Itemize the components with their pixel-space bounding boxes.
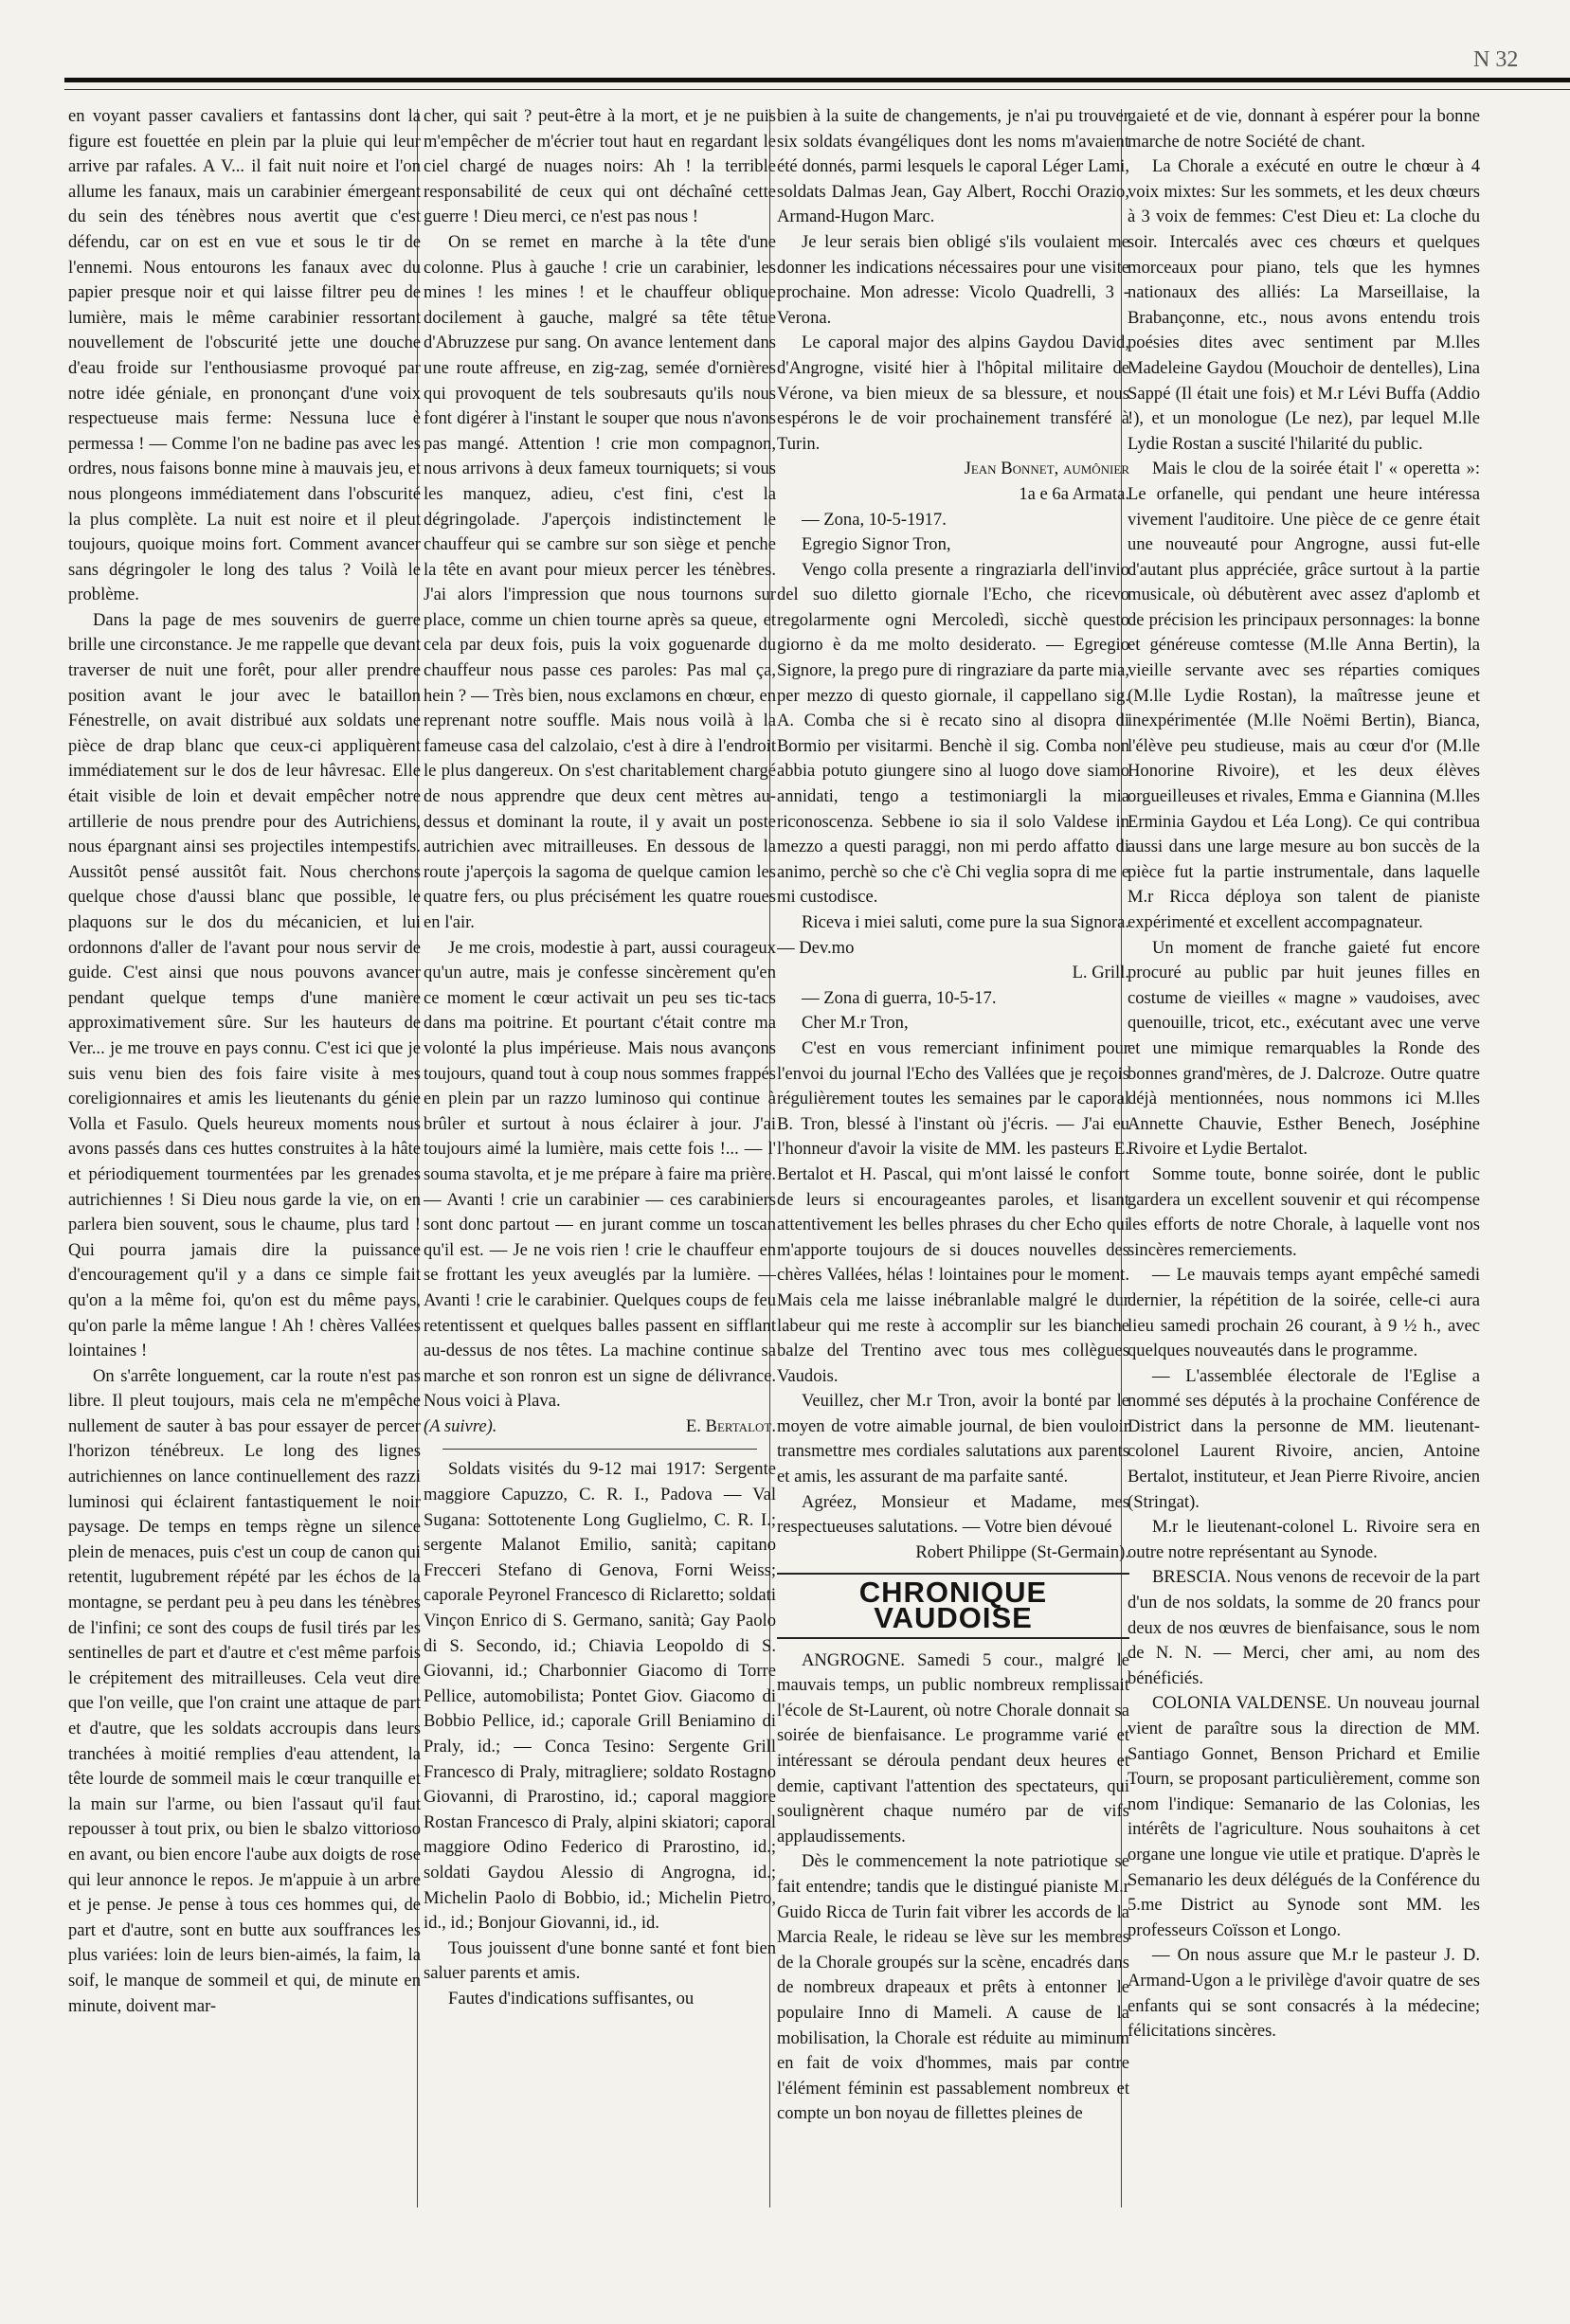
to-be-continued: (A suivre). — [424, 1415, 497, 1436]
article-signature — [424, 1414, 776, 1440]
paragraph: On se remet en marche à la tête d'une colonne. Plus à gauche ! crie un carabinier, les mines ! les mines ! et le chauffeur oblique docilement à gauche, malgré sa tête têtue d'Abruzzese pur sang. On avance lentement dans une route affreuse, en zig-zag, semée d'ornières qui provoquent de tels soubresauts qu'ils nous font digérer à l'instant le souper que nous n'avons pas mangé. Attention ! crie mon compagnon, nous arrivons à deux fameux tourniquets; si vous les manquez, adieu, c'est fini, c'est la dégringolade. J'aperçois indistinctement le chauffeur qui se cambre sur son siège et penche la tête en avant pour mieux percer les ténèbres. J'ai alors l'impression que nous tournons sur place, comme un chien tourne après sa queue, et cela par deux fois, puis la voix goguenarde du chauffeur nous passe ces paroles: Pas mal ça, hein ? — Très bien, nous exclamons en chœur, en reprenant notre souffle. Mais nous voilà à la fameuse casa del calzolaio, c'est à dire à l'endroit le plus dangereux. On s'est charitablement chargé de nous apprendre que deux cent mètres au-dessus et dominant la route, il y avait un poste autrichien avec mitrailleuses. En dessous de la route j'aperçois la sagoma de quelque camion les quatre fers, ou plus précisément les quatre roues en l'air. — [424, 231, 776, 932]
signature-line: 1a e 6a Armata. — [1019, 483, 1129, 504]
paragraph: cher, qui sait ? peut-être à la mort, et je ne puis m'empêcher de m'écrier tout haut en regardant le ciel chargé de nuages noirs: Ah ! la terrible responsabilité de ceux qui ont déchaîné cette guerre ! Dieu merci, ce n'est pas nous ! — [424, 106, 776, 227]
paragraph: Je me crois, modestie à part, aussi courageux qu'un autre, mais je confesse sincèrement qu'en ce moment le cœur activait un peu ses tic-tacs dans ma poitrine. Et pourtant c'était contre ma volonté la plus impérieuse. Mais nous avançons toujours, quand tout à coup nous sommes frappés en plein par un razzo luminoso qui continue à brûler et surtout à nous éclairer à jour. J'ai toujours aimé la lumière, mais cette fois !... — l' souma stavolta, et je me prépare à faire ma prière. — Avanti ! crie un carabinier — ces carabiniers sont donc partout — en jurant comme un toscan qu'il est. — Je ne vois rien ! crie le chauffeur en se frottant les yeux aveuglés par la lumière. — Avanti ! crie le carabinier. Quelques coups de feu retentissent et quelques balles passent en sifflant au-dessus de nos têtes. La machine continue sa marche et son ronron est un signe de délivrance. Nous voici à Plava. — [424, 937, 776, 1412]
header-rule-thin — [64, 89, 1570, 90]
paragraph: — Le mauvais temps ayant empêché samedi dernier, la répétition de la soirée, celle-ci aura lieu samedi prochain 26 courant, à 9 ½ h., avec quelques nouveautés dans le programme. — [1128, 1265, 1480, 1361]
paragraph: La Chorale a exécuté en outre le chœur à 4 voix mixtes: Sur les sommets, et les deux chœurs à 3 voix de femmes: C'est Dieu et: La cloche du soir. Intercalés avec ces chœurs et quelques morceaux pour piano, tels que les hymnes nationaux des alliés: La Marseillaise, la Brabançonne, etc., nous avons entendu trois poésies dites avec sentiment par M.lles Madeleine Gaydou (Mouchoir de dentelles), Lina Sappé (Il était une fois) et M.r Lévi Buffa (Addio !), et un monologue (Le nez), par lequel M.lle Lydie Rostan a suscité l'hilarité du public. — [1128, 156, 1480, 454]
paragraph: Fautes d'indications suffisantes, ou — [448, 1988, 695, 2009]
letter-body: C'est en vous remerciant infiniment pour l'envoi du journal l'Echo des Vallées que je reçois régulièrement toutes les semaines par le caporal B. Tron, blessé à l'instant où j'écris. — J'ai eu l'honneur d'avoir la visite de MM. les pasteurs E. Bertalot et H. Pascal, qui m'ont laissé le confort de leurs si encourageantes paroles, et lisant attentivement les belles phrases du cher Echo qui m'apporte toujours de si douces nouvelles des chères Vallées, hélas ! lointaines pour le moment. Mais cela me laisse inébranlable malgré le dur labeur qui me reste à accomplir sur les bianche balze del Trentino avec tous mes collègues Vaudois. — [777, 1037, 1129, 1386]
paragraph: On s'arrête longuement, car la route n'est pas libre. Il pleut toujours, mais cela ne m'empêche nullement de sauter à bas pour essayer de percer l'horizon ténébreux. Le long des lignes autrichiennes on lance continuellement des razzi luminosi qui éclairent fantastiquement le noir paysage. De temps en temps règne un silence plein de menaces, puis c'est un coup de canon qui retentit, lugubrement répété par les échos de la montagne, se perdant peu à peu dans les ténèbres de l'infini; ce sont des coups de fusil tirés par les sentinelles de part et d'autre et c'est même parfois le crépitement des mitrailleuses. Cela veut dire que l'on veille, que l'on craint une attaque de part et d'autre, que les soldats accroupis dans leurs tranchées à moitié remplies d'eau attendent, la tête lourde de sommeil mais le cœur tranquille et la main sur l'arme, ou bien l'assaut qu'il faut repousser à tout prix, ou bien le sbalzo vittorioso en avant, ou bien encore l'aube aux doigts de rose qui leur annonce le repos. Je m'appuie à un arbre et je pense. Je pense à tous ces hommes qui, de part et d'autre, sont en butte aux souffrances les plus variées: loin de leurs bien-aimés, la faim, la soif, le manque de sommeil et qui, de minute en minute, doivent mar- — [68, 1365, 421, 2016]
paragraph: Dans la page de mes souvenirs de guerre brille une circonstance. Je me rappelle que devant traverser de nuit une forêt, pour aller prendre position avant le jour avec le bataillon Fénestrelle, on avait distribué aux soldats une pièce de drap blanc que ceux-ci appliquèrent immédiatement sur le dos de leur hâvresac. Elle était visible de loin et devait empêcher notre artillerie de nous prendre pour des Autrichiens, nous épargnant ainsi ses projectiles intempestifs. Aussitôt pensé aussitôt fait. Nous cherchons quelque chose d'aussi blanc que possible, le plaquons sur le dos du mécanicien, et lui ordonnons d'aller de l'avant pour nous servir de guide. C'est ainsi que nous pouvons avancer pendant quelque temps d'une manière approximativement sûre. Sur les hauteurs de Ver... je me trouve en pays connu. C'est ici que je suis venu bien des fois faire visite à mes coreligionnaires et amis les lieutenants du génie Volla et Fasulo. Quels heureux moments nous avons passés dans ces huttes construites à la hâte et périodiquement tourmentées par les grenades autrichiennes ! Si Dieu nous garde la vie, on en parlera bien souvent, sous le chaume, plus tard ! Qui pourra jamais dire la puissance d'encouragement qu'il y a dans ce simple fait qu'on a la même foi, qu'on est du même pays, qu'on parle la même langue ! Ah ! chères Vallées lointaines ! — [68, 609, 421, 1361]
letter-closing: Riceva i miei saluti, come pure la sua Signora. — Dev.mo — [777, 912, 1129, 958]
paragraph: Le caporal major des alpins Gaydou David, d'Angrogne, visité hier à l'hôpital militaire de Vérone, va bien mieux de sa blessure, et nous espérons le de voir prochainement transféré à Turin. — [777, 333, 1129, 454]
paragraph: BRESCIA. Nous venons de recevoir de la part d'un de nos soldats, la somme de 20 francs pour deux de nos œuvres de bienfaisance, sous le nom de N. N. — Merci, cher ami, au nom des bénéficiés. — [1128, 1567, 1480, 1688]
paragraph: COLONIA VALDENSE. Un nouveau journal vient de paraître sous la direction de MM. Santiago Gonnet, Benson Prichard et Emilie Tourn, se proposant particulièrement, comme son nom l'indique: Semanario de las Colonias, les intérêts de l'agriculture. Nous souhaitons à cet organe une longue vie utile et pratique. D'après le Semanario les deux délégués de la Conférence du 5.me District au Synode sont MM. les professeurs Coïsson et Longo. — [1128, 1693, 1480, 1940]
letter-body: Veuillez, cher M.r Tron, avoir la bonté par le moyen de votre aimable journal, de bien vouloir transmettre mes cordiales salutations aux parents et amis, les assurant de ma parfaite santé. — [777, 1391, 1129, 1487]
paragraph: en voyant passer cavaliers et fantassins dont la figure est fouettée en plein par la pluie qui leur arrive par rafales. A V... il fait nuit noire et l'on allume les fanaux, mais un carabinier émergeant du sein des ténèbres nous avertit que c'est défendu, car on est en vue et sous le tir de l'ennemi. Nous entourons les fanaux avec du papier presque noir et qui laisse filtrer peu de lumière, mais le même carabinier ressortant nouvellement de l'obscurité jette une douche d'eau froide sur l'enthousiasme provoqué par notre idée géniale, en prononçant d'une voix respectueuse mais ferme: Nessuna luce è permessa ! — Comme l'on ne badine pas avec les ordres, nous faisons bonne mine à mauvais jeu, et nous plongeons immédiatement dans l'obscurité la plus complète. La nuit est noire et il pleut toujours, quoique moins fort. Comment avancer sans dégringoler le long des talus ? Voilà le problème. — [68, 106, 421, 605]
column-3 — [777, 104, 1129, 2312]
header-rule — [64, 78, 1570, 82]
author-name: E. Bertalot. — [685, 1415, 776, 1436]
paragraph: bien à la suite de changements, je n'ai pu trouver six soldats évangéliques dont les noms m'avaient été donnés, parmi lesquels le caporal Léger Lami, soldats Dalmas Jean, Gay Albert, Rocchi Orazio, Armand-Hugon Marc. — [777, 106, 1129, 227]
paragraph: Mais le clou de la soirée était l' « operetta »: Le orfanelle, qui pendant une heure intéressa vivement l'auditoire. Une pièce de ce genre était une nouveauté pour Angrogne, aussi fut-elle d'autant plus appréciée, grâce surtout à la partie musicale, où débutèrent avec assez d'aplomb et de précision les principaux personnages: la bonne et généreuse comtesse (M.lle Anna Bertin), la vieille servante avec ses réparties comiques (M.lle Lydie Rostan), la maîtresse jeune et inexpérimentée (M.lle Noëmi Bertin), Bianca, l'élève peu studieuse, mais au cœur d'or (M.lle Honorine Rivoire), et les deux élèves orgueilleuses et rivales, Emma e Giannina (M.lles Erminia Gaydou et Léa Long). Ce qui contribua aussi dans une large mesure au bon succès de la pièce fut la partie instrumentale, dans laquelle M.r Ricca déploya son talent de pianiste expérimenté et excellent accompagnateur. — [1128, 459, 1480, 932]
signature: L. Grill. — [1072, 963, 1129, 983]
soldiers-list: Soldats visités du 9-12 mai 1917: Sergente maggiore Capuzzo, C. R. I., Padova — Val Sugana: Sottotenente Long Guglielmo, C. R. I.; sergente Malanot Emilio, sanità; capitano Frecceri Stefano di Genova, Forni Weiss; caporale Peyronel Francesco di Riclaretto; soldati Vinçon Enrico di S. Germano, sanità; Gay Paolo di S. Secondo, id.; Chiavia Leopoldo di S. Giovanni, id.; Charbonnier Giacomo di Torre Pellice, automobilista; Pontet Giov. Giacomo di Bobbio Pellice, id.; caporale Grill Beniamino di Praly, id.; — Conca Tesino: Sergente Grill Francesco di Praly, mitragliere; soldato Rostagno Giovanni, di Prarostino, id.; caporal maggiore Rostan Francesco di Praly, alpini skiatori; caporal maggiore Odino Federico di Prarostino, id.; soldati Gaydou Alessio di Angrogna, id.; Michelin Paolo di Bobbio, id.; Michelin Pietro, id., id.; Bonjour Giovanni, id., id. — [424, 1459, 776, 1934]
paragraph: Tous jouissent d'une bonne santé et font bien saluer parents et amis. — [424, 1937, 776, 1984]
paragraph: Je leur serais bien obligé s'ils voulaient me donner les indications nécessaires pour une visite prochaine. Mon adresse: Vicolo Quadrelli, 3 - Verona. — [777, 231, 1129, 328]
paragraph: — L'assemblée électorale de l'Eglise a nommé ses députés à la prochaine Conférence de District dans la personne de MM. lieutenant-colonel Laurent Rivoire, ancien, Antoine Bertalot, instituteur, et Jean Pierre Rivoire, ancien (Stringat). — [1128, 1365, 1480, 1512]
page-number: N 32 — [1473, 47, 1519, 72]
paragraph: Somme toute, bonne soirée, dont le public gardera un excellent souvenir et qui récompense les efforts de notre Chorale, à laquelle vont nos sincères remerciements. — [1128, 1163, 1480, 1260]
paragraph: — On nous assure que M.r le pasteur J. D. Armand-Ugon a le privilège d'avoir quatre de ses enfants qui se sont consacrés à la médecine; félicitations sincères. — [1128, 1945, 1480, 2042]
column-2 — [424, 104, 776, 2312]
letter-salutation: Cher M.r Tron, — [802, 1013, 909, 1034]
paragraph: ANGROGNE. Samedi 5 cour., malgré le mauvais temps, un public nombreux remplissait l'école de St-Laurent, où notre Chorale donnait sa soirée de bienfaisance. Le programme varié et intéressant se déroula pendant deux heures et demie, captivant l'attention des spectateurs, qui soulignèrent chaque numéro par de vifs applaudissements. — [777, 1649, 1129, 1847]
paragraph: Un moment de franche gaieté fut encore procuré au public par huit jeunes filles en costume de vieilles « magne » vaudoises, avec quenouille, tricot, etc., exécutant avec une verve et une mimique remarquables la Ronde des bonnes grand'mères, de J. Dalcroze. Outre quatre déjà mentionnées, nous nommons ici M.lles Annette Chauvie, Esther Benech, Joséphine Rivoire et Lydie Bertalot. — [1128, 937, 1480, 1160]
letter-body: Vengo colla presente a ringraziarla dell'invio del suo diletto giornale l'Echo, che ricevo regolarmente ogni Mercoledì, sicchè questo giorno è da me molto desiderato. — Egregio Signore, la prego pure di ringraziare da parte mia, per mezzo di questo giornale, il cappellano sig. A. Comba che si è recato sino al disopra di Bormio per visitarmi. Benchè il sig. Comba non abbia potuto giungere sino al luogo dove siamo annidati, tengo a testimoniargli la mia riconoscenza. Sebbene io sia il solo Valdese in mezzo a questi paraggi, non mi perdo affatto di animo, perchè so che c'è Chi veglia sopra di me e mi custodisce. — [777, 559, 1129, 908]
column-1 — [68, 104, 421, 2312]
paragraph: gaieté et de vie, donnant à espérer pour la bonne marche de notre Société de chant. — [1128, 106, 1480, 152]
section-separator — [442, 1449, 757, 1450]
paragraph: Dès le commencement la note patriotique se fait entendre; tandis que le distingué pianiste M.r Guido Ricca de Turin fait vibrer les accords de la Marcia Reale, le rideau se lève sur les membres de la Chorale groupés sur la scène, encadrés dans de nombreux drapeaux et prêts à entonner le populaire Inno di Mameli. A cause de la mobilisation, la Chorale est réduite au miminum en fait de voix d'hommes, mais par contre l'élément féminin est passablement nombreux et compte un bon noyau de fillettes pleines de — [777, 1851, 1129, 2124]
letter-closing: Agréez, Monsieur et Madame, mes respectueuses salutations. — Votre bien dévoué — [777, 1491, 1129, 1538]
letter-date: — Zona di guerra, 10-5-17. — [802, 987, 997, 1008]
letter-salutation: Egregio Signor Tron, — [802, 534, 951, 555]
signature: Robert Philippe (St-Germain). — [915, 1541, 1129, 1562]
paragraph: M.r le lieutenant-colonel L. Rivoire sera en outre notre représentant au Synode. — [1128, 1517, 1480, 1562]
signature: Jean Bonnet, aumônier — [964, 459, 1129, 479]
letter-date: — Zona, 10-5-1917. — [802, 509, 947, 530]
column-4 — [1128, 104, 1480, 2312]
section-title: CHRONIQUE VAUDOISE — [777, 1573, 1129, 1638]
